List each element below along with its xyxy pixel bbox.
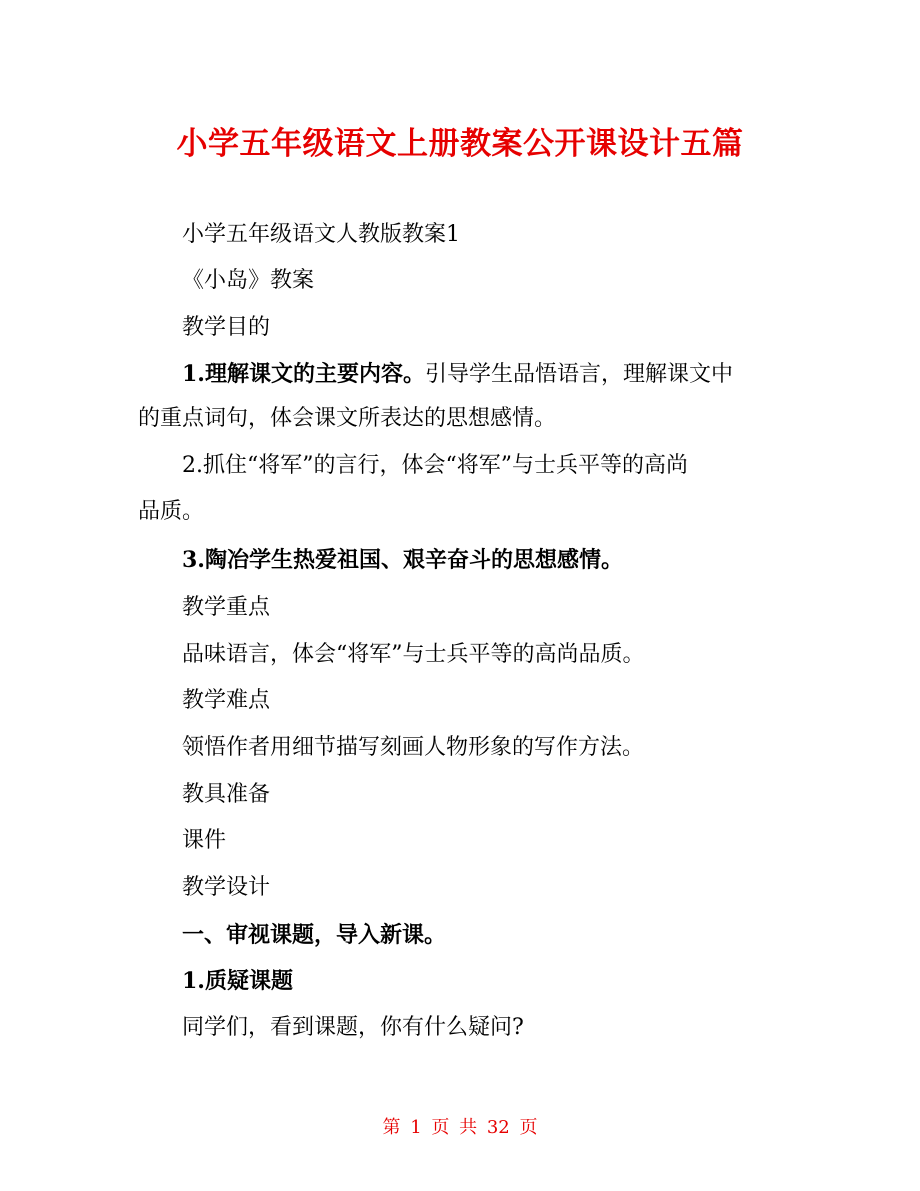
objective-1 — [182, 360, 733, 389]
paragraph-label: 教具准备 — [182, 782, 271, 807]
subsection-heading: 1.质疑课题 — [182, 968, 293, 994]
page-footer: 第 1 页 共 32 页 — [382, 1117, 538, 1138]
paragraph: 课件 — [182, 828, 227, 853]
lesson-title: 《小岛》教案 — [182, 268, 315, 293]
section-heading: 小学五年级语文人教版教案1 — [182, 222, 460, 247]
paragraph: 品味语言，体会“将军”与士兵平等的高尚品质。 — [182, 642, 645, 667]
paragraph: 同学们，看到课题，你有什么疑问? — [182, 1015, 524, 1040]
section-heading: 一、审视课题，导入新课。 — [182, 922, 447, 948]
paragraph-label: 教学难点 — [182, 688, 271, 713]
paragraph-label: 教学重点 — [182, 595, 271, 620]
objective-2-continued: 品质。 — [138, 499, 205, 524]
objective-1-continued: 的重点词句，体会课文所表达的思想感情。 — [138, 406, 557, 431]
paragraph-label: 教学设计 — [182, 875, 271, 900]
objective-3: 3.陶冶学生热爱祖国、艰辛奋斗的思想感情。 — [182, 547, 623, 573]
document-title: 小学五年级语文上册教案公开课设计五篇 — [176, 126, 744, 162]
objective-1-lead: 1.理解课文的主要内容。 — [182, 361, 425, 387]
objective-1-rest: 引导学生品悟语言，理解课文中 — [424, 362, 733, 387]
paragraph-label: 教学目的 — [182, 315, 271, 340]
objective-2: 2.抓住“将军”的言行，体会“将军”与士兵平等的高尚 — [182, 453, 688, 478]
paragraph: 领悟作者用细节描写刻画人物形象的写作方法。 — [182, 735, 645, 760]
